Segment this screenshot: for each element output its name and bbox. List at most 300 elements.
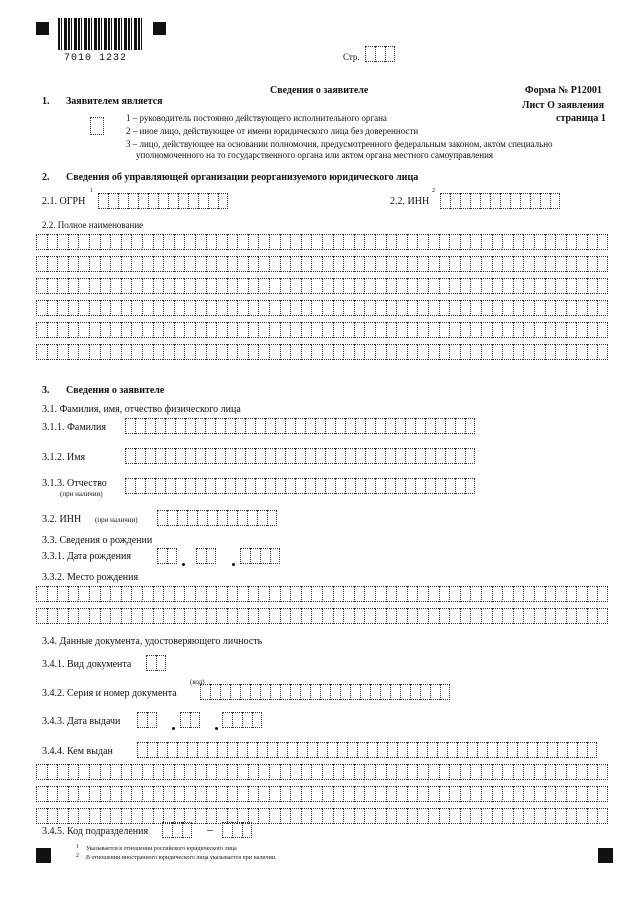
entry-cell[interactable]	[131, 322, 142, 338]
entry-cell[interactable]	[131, 234, 142, 250]
entry-cell[interactable]	[407, 742, 417, 758]
entry-cell[interactable]	[135, 418, 145, 434]
entry-cell[interactable]	[545, 300, 556, 316]
entry-cell[interactable]	[153, 256, 164, 272]
entry-cell[interactable]	[100, 608, 111, 624]
entry-cell[interactable]	[460, 278, 471, 294]
entry-cell[interactable]	[167, 742, 177, 758]
entry-cell[interactable]	[439, 278, 450, 294]
entry-cell[interactable]	[216, 786, 227, 802]
entry-cell[interactable]	[270, 684, 280, 700]
entry-cell[interactable]	[355, 418, 365, 434]
entry-cell[interactable]	[502, 344, 513, 360]
entry-cell[interactable]	[547, 742, 557, 758]
entry-cell[interactable]	[417, 278, 428, 294]
entry-cell[interactable]	[492, 808, 503, 824]
entry-cell[interactable]	[492, 608, 503, 624]
entry-cell[interactable]	[513, 322, 524, 338]
applicant-type-cell[interactable]	[90, 117, 104, 135]
entry-cell[interactable]	[354, 608, 365, 624]
entry-cell[interactable]	[395, 448, 405, 464]
entry-cell[interactable]	[545, 608, 556, 624]
entry-cell[interactable]	[375, 764, 386, 780]
entry-cell[interactable]	[439, 322, 450, 338]
entry-cell[interactable]	[370, 684, 380, 700]
page-number-cells[interactable]	[365, 46, 395, 62]
entry-cell[interactable]	[174, 322, 185, 338]
entry-cell[interactable]	[145, 478, 155, 494]
entry-cell[interactable]	[142, 300, 153, 316]
entry-cell[interactable]	[449, 322, 460, 338]
entry-cell[interactable]	[375, 808, 386, 824]
entry-cell[interactable]	[258, 786, 269, 802]
entry-cell[interactable]	[428, 344, 439, 360]
entry-cell[interactable]	[100, 586, 111, 602]
entry-cell[interactable]	[230, 684, 240, 700]
entry-cell[interactable]	[175, 418, 185, 434]
entry-cell[interactable]	[200, 684, 210, 700]
entry-cell[interactable]	[407, 786, 418, 802]
doc-series-cells[interactable]	[200, 684, 450, 700]
entry-cell[interactable]	[555, 278, 566, 294]
entry-cell[interactable]	[545, 278, 556, 294]
entry-cell[interactable]	[375, 448, 385, 464]
entry-cell[interactable]	[428, 300, 439, 316]
entry-cell[interactable]	[258, 278, 269, 294]
entry-cell[interactable]	[174, 344, 185, 360]
entry-cell[interactable]	[307, 742, 317, 758]
entry-cell[interactable]	[375, 478, 385, 494]
entry-cell[interactable]	[449, 344, 460, 360]
entry-cell[interactable]	[100, 256, 111, 272]
entry-cell[interactable]	[333, 300, 344, 316]
entry-cell[interactable]	[255, 448, 265, 464]
entry-cell[interactable]	[195, 608, 206, 624]
entry-cell[interactable]	[566, 234, 577, 250]
entry-cell[interactable]	[175, 478, 185, 494]
entry-cell[interactable]	[315, 478, 325, 494]
entry-cell[interactable]	[333, 278, 344, 294]
birth-place-row-2[interactable]	[36, 608, 608, 624]
entry-cell[interactable]	[207, 510, 217, 526]
entry-cell[interactable]	[68, 764, 79, 780]
entry-cell[interactable]	[354, 322, 365, 338]
entry-cell[interactable]	[206, 344, 217, 360]
entry-cell[interactable]	[597, 234, 608, 250]
entry-cell[interactable]	[437, 742, 447, 758]
entry-cell[interactable]	[280, 684, 290, 700]
entry-cell[interactable]	[449, 278, 460, 294]
entry-cell[interactable]	[439, 256, 450, 272]
entry-cell[interactable]	[68, 234, 79, 250]
entry-cell[interactable]	[255, 418, 265, 434]
entry-cell[interactable]	[417, 808, 428, 824]
entry-cell[interactable]	[185, 448, 195, 464]
entry-cell[interactable]	[237, 786, 248, 802]
entry-cell[interactable]	[450, 193, 460, 209]
entry-cell[interactable]	[206, 234, 217, 250]
entry-cell[interactable]	[427, 742, 437, 758]
entry-cell[interactable]	[557, 742, 567, 758]
entry-cell[interactable]	[237, 764, 248, 780]
entry-cell[interactable]	[513, 234, 524, 250]
entry-cell[interactable]	[206, 608, 217, 624]
entry-cell[interactable]	[445, 418, 455, 434]
entry-cell[interactable]	[315, 418, 325, 434]
entry-cell[interactable]	[492, 764, 503, 780]
entry-cell[interactable]	[121, 786, 132, 802]
entry-cell[interactable]	[68, 278, 79, 294]
entry-cell[interactable]	[350, 684, 360, 700]
entry-cell[interactable]	[311, 808, 322, 824]
entry-cell[interactable]	[165, 448, 175, 464]
entry-cell[interactable]	[57, 256, 68, 272]
entry-cell[interactable]	[530, 193, 540, 209]
entry-cell[interactable]	[576, 808, 587, 824]
entry-cell[interactable]	[248, 322, 259, 338]
entry-cell[interactable]	[417, 608, 428, 624]
entry-cell[interactable]	[163, 322, 174, 338]
entry-cell[interactable]	[184, 764, 195, 780]
entry-cell[interactable]	[285, 448, 295, 464]
entry-cell[interactable]	[147, 742, 157, 758]
entry-cell[interactable]	[597, 764, 608, 780]
entry-cell[interactable]	[290, 786, 301, 802]
issue-month-cells[interactable]	[180, 712, 200, 728]
entry-cell[interactable]	[396, 256, 407, 272]
entry-cell[interactable]	[534, 608, 545, 624]
entry-cell[interactable]	[47, 808, 58, 824]
issue-day-cells[interactable]	[137, 712, 157, 728]
entry-cell[interactable]	[89, 278, 100, 294]
entry-cell[interactable]	[195, 322, 206, 338]
entry-cell[interactable]	[566, 322, 577, 338]
entry-cell[interactable]	[237, 234, 248, 250]
entry-cell[interactable]	[449, 786, 460, 802]
entry-cell[interactable]	[460, 300, 471, 316]
entry-cell[interactable]	[385, 478, 395, 494]
entry-cell[interactable]	[513, 764, 524, 780]
entry-cell[interactable]	[100, 808, 111, 824]
entry-cell[interactable]	[325, 448, 335, 464]
entry-cell[interactable]	[502, 278, 513, 294]
entry-cell[interactable]	[502, 608, 513, 624]
entry-cell[interactable]	[415, 478, 425, 494]
entry-cell[interactable]	[396, 344, 407, 360]
entry-cell[interactable]	[153, 344, 164, 360]
entry-cell[interactable]	[47, 256, 58, 272]
entry-cell[interactable]	[225, 478, 235, 494]
birth-day-cells[interactable]	[157, 548, 177, 564]
entry-cell[interactable]	[216, 300, 227, 316]
entry-cell[interactable]	[555, 300, 566, 316]
entry-cell[interactable]	[417, 586, 428, 602]
entry-cell[interactable]	[597, 786, 608, 802]
entry-cell[interactable]	[587, 234, 598, 250]
entry-cell[interactable]	[142, 808, 153, 824]
entry-cell[interactable]	[301, 234, 312, 250]
entry-cell[interactable]	[121, 322, 132, 338]
entry-cell[interactable]	[131, 344, 142, 360]
entry-cell[interactable]	[364, 234, 375, 250]
entry-cell[interactable]	[534, 586, 545, 602]
entry-cell[interactable]	[375, 256, 386, 272]
entry-cell[interactable]	[322, 278, 333, 294]
entry-cell[interactable]	[311, 300, 322, 316]
entry-cell[interactable]	[245, 448, 255, 464]
entry-cell[interactable]	[322, 808, 333, 824]
entry-cell[interactable]	[78, 300, 89, 316]
entry-cell[interactable]	[343, 764, 354, 780]
entry-cell[interactable]	[587, 300, 598, 316]
entry-cell[interactable]	[257, 510, 267, 526]
entry-cell[interactable]	[322, 300, 333, 316]
entry-cell[interactable]	[89, 586, 100, 602]
entry-cell[interactable]	[397, 742, 407, 758]
entry-cell[interactable]	[470, 608, 481, 624]
entry-cell[interactable]	[78, 234, 89, 250]
entry-cell[interactable]	[89, 322, 100, 338]
full-name-row-6[interactable]	[36, 344, 608, 360]
entry-cell[interactable]	[576, 300, 587, 316]
entry-cell[interactable]	[343, 586, 354, 602]
entry-cell[interactable]	[174, 300, 185, 316]
entry-cell[interactable]	[365, 478, 375, 494]
entry-cell[interactable]	[354, 256, 365, 272]
entry-cell[interactable]	[131, 256, 142, 272]
entry-cell[interactable]	[365, 448, 375, 464]
entry-cell[interactable]	[110, 300, 121, 316]
entry-cell[interactable]	[534, 234, 545, 250]
entry-cell[interactable]	[428, 256, 439, 272]
entry-cell[interactable]	[425, 418, 435, 434]
entry-cell[interactable]	[216, 256, 227, 272]
entry-cell[interactable]	[184, 322, 195, 338]
entry-cell[interactable]	[163, 586, 174, 602]
entry-cell[interactable]	[477, 742, 487, 758]
entry-cell[interactable]	[375, 300, 386, 316]
entry-cell[interactable]	[197, 742, 207, 758]
entry-cell[interactable]	[325, 478, 335, 494]
entry-cell[interactable]	[269, 322, 280, 338]
department-code-cells-2[interactable]	[222, 822, 252, 838]
entry-cell[interactable]	[439, 586, 450, 602]
entry-cell[interactable]	[576, 608, 587, 624]
entry-cell[interactable]	[248, 764, 259, 780]
entry-cell[interactable]	[68, 586, 79, 602]
entry-cell[interactable]	[345, 418, 355, 434]
entry-cell[interactable]	[121, 234, 132, 250]
entry-cell[interactable]	[110, 344, 121, 360]
entry-cell[interactable]	[250, 684, 260, 700]
entry-cell[interactable]	[576, 322, 587, 338]
entry-cell[interactable]	[481, 322, 492, 338]
entry-cell[interactable]	[386, 300, 397, 316]
entry-cell[interactable]	[195, 786, 206, 802]
entry-cell[interactable]	[364, 278, 375, 294]
entry-cell[interactable]	[386, 278, 397, 294]
entry-cell[interactable]	[523, 234, 534, 250]
issuer-row-4[interactable]	[36, 808, 608, 824]
entry-cell[interactable]	[534, 278, 545, 294]
entry-cell[interactable]	[364, 256, 375, 272]
entry-cell[interactable]	[387, 742, 397, 758]
entry-cell[interactable]	[163, 256, 174, 272]
entry-cell[interactable]	[322, 586, 333, 602]
entry-cell[interactable]	[227, 510, 237, 526]
entry-cell[interactable]	[502, 786, 513, 802]
entry-cell[interactable]	[428, 586, 439, 602]
entry-cell[interactable]	[523, 586, 534, 602]
entry-cell[interactable]	[89, 344, 100, 360]
entry-cell[interactable]	[405, 478, 415, 494]
entry-cell[interactable]	[587, 586, 598, 602]
entry-cell[interactable]	[258, 300, 269, 316]
entry-cell[interactable]	[566, 608, 577, 624]
entry-cell[interactable]	[301, 256, 312, 272]
entry-cell[interactable]	[184, 300, 195, 316]
entry-cell[interactable]	[195, 344, 206, 360]
entry-cell[interactable]	[237, 586, 248, 602]
entry-cell[interactable]	[290, 322, 301, 338]
entry-cell[interactable]	[396, 608, 407, 624]
entry-cell[interactable]	[36, 808, 47, 824]
entry-cell[interactable]	[375, 234, 386, 250]
entry-cell[interactable]	[121, 608, 132, 624]
entry-cell[interactable]	[481, 300, 492, 316]
entry-cell[interactable]	[98, 193, 108, 209]
entry-cell[interactable]	[78, 786, 89, 802]
entry-cell[interactable]	[280, 300, 291, 316]
entry-cell[interactable]	[377, 742, 387, 758]
entry-cell[interactable]	[386, 764, 397, 780]
entry-cell[interactable]	[237, 300, 248, 316]
entry-cell[interactable]	[523, 278, 534, 294]
entry-cell[interactable]	[407, 322, 418, 338]
entry-cell[interactable]	[227, 344, 238, 360]
entry-cell[interactable]	[290, 278, 301, 294]
entry-cell[interactable]	[216, 608, 227, 624]
entry-cell[interactable]	[121, 300, 132, 316]
full-name-row-2[interactable]	[36, 256, 608, 272]
entry-cell[interactable]	[36, 278, 47, 294]
entry-cell[interactable]	[460, 193, 470, 209]
entry-cell[interactable]	[597, 586, 608, 602]
entry-cell[interactable]	[269, 786, 280, 802]
entry-cell[interactable]	[237, 742, 247, 758]
entry-cell[interactable]	[417, 742, 427, 758]
entry-cell[interactable]	[57, 786, 68, 802]
entry-cell[interactable]	[163, 608, 174, 624]
entry-cell[interactable]	[121, 586, 132, 602]
entry-cell[interactable]	[184, 586, 195, 602]
entry-cell[interactable]	[555, 322, 566, 338]
inn-person-cells[interactable]	[157, 510, 277, 526]
entry-cell[interactable]	[301, 300, 312, 316]
entry-cell[interactable]	[216, 278, 227, 294]
entry-cell[interactable]	[364, 764, 375, 780]
entry-cell[interactable]	[322, 764, 333, 780]
entry-cell[interactable]	[163, 786, 174, 802]
entry-cell[interactable]	[248, 234, 259, 250]
entry-cell[interactable]	[89, 808, 100, 824]
entry-cell[interactable]	[163, 278, 174, 294]
entry-cell[interactable]	[540, 193, 550, 209]
entry-cell[interactable]	[153, 322, 164, 338]
entry-cell[interactable]	[248, 300, 259, 316]
entry-cell[interactable]	[375, 344, 386, 360]
entry-cell[interactable]	[142, 344, 153, 360]
entry-cell[interactable]	[100, 278, 111, 294]
entry-cell[interactable]	[545, 764, 556, 780]
entry-cell[interactable]	[36, 234, 47, 250]
issuer-row-2[interactable]	[36, 764, 608, 780]
entry-cell[interactable]	[110, 234, 121, 250]
entry-cell[interactable]	[520, 193, 530, 209]
entry-cell[interactable]	[428, 808, 439, 824]
entry-cell[interactable]	[227, 764, 238, 780]
entry-cell[interactable]	[227, 586, 238, 602]
entry-cell[interactable]	[280, 586, 291, 602]
entry-cell[interactable]	[121, 256, 132, 272]
entry-cell[interactable]	[365, 418, 375, 434]
entry-cell[interactable]	[153, 586, 164, 602]
entry-cell[interactable]	[184, 786, 195, 802]
entry-cell[interactable]	[269, 256, 280, 272]
entry-cell[interactable]	[57, 586, 68, 602]
entry-cell[interactable]	[36, 786, 47, 802]
entry-cell[interactable]	[343, 256, 354, 272]
entry-cell[interactable]	[195, 478, 205, 494]
entry-cell[interactable]	[217, 742, 227, 758]
entry-cell[interactable]	[275, 448, 285, 464]
entry-cell[interactable]	[206, 586, 217, 602]
entry-cell[interactable]	[460, 344, 471, 360]
entry-cell[interactable]	[269, 300, 280, 316]
entry-cell[interactable]	[131, 586, 142, 602]
entry-cell[interactable]	[47, 278, 58, 294]
entry-cell[interactable]	[587, 808, 598, 824]
entry-cell[interactable]	[457, 742, 467, 758]
entry-cell[interactable]	[500, 193, 510, 209]
entry-cell[interactable]	[428, 608, 439, 624]
entry-cell[interactable]	[523, 256, 534, 272]
entry-cell[interactable]	[396, 278, 407, 294]
entry-cell[interactable]	[460, 234, 471, 250]
entry-cell[interactable]	[177, 742, 187, 758]
entry-cell[interactable]	[360, 684, 370, 700]
entry-cell[interactable]	[386, 808, 397, 824]
entry-cell[interactable]	[597, 344, 608, 360]
entry-cell[interactable]	[78, 608, 89, 624]
entry-cell[interactable]	[428, 764, 439, 780]
entry-cell[interactable]	[465, 448, 475, 464]
entry-cell[interactable]	[354, 764, 365, 780]
entry-cell[interactable]	[57, 344, 68, 360]
entry-cell[interactable]	[295, 478, 305, 494]
entry-cell[interactable]	[110, 322, 121, 338]
entry-cell[interactable]	[125, 448, 135, 464]
entry-cell[interactable]	[407, 344, 418, 360]
entry-cell[interactable]	[415, 418, 425, 434]
entry-cell[interactable]	[36, 608, 47, 624]
entry-cell[interactable]	[407, 586, 418, 602]
entry-cell[interactable]	[174, 764, 185, 780]
doc-type-cells[interactable]	[146, 655, 166, 671]
entry-cell[interactable]	[269, 764, 280, 780]
entry-cell[interactable]	[237, 322, 248, 338]
entry-cell[interactable]	[513, 808, 524, 824]
